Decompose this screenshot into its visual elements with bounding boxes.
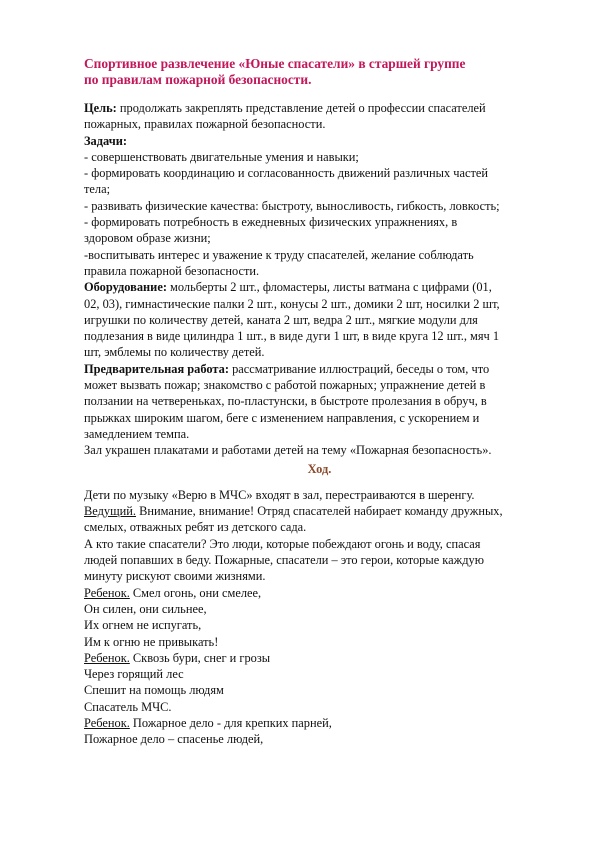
leader-label: Ведущий. [84, 504, 137, 519]
child-label: Ребенок. [84, 585, 130, 600]
tasks-line: тела; [84, 182, 111, 197]
child2-line-1: Ребенок. Сквозь бури, снег и грозы [84, 650, 271, 665]
tasks-line: - развивать физические качества: быстроту, выносливость, гибкость, ловкость; [84, 198, 500, 213]
tasks-line: -воспитывать интерес и уважение к труду спасателей, желание соблюдать [84, 247, 474, 262]
child1-line: Им к огню не привыкать! [84, 634, 219, 649]
goal-label: Цель: [84, 101, 117, 115]
leader-line: минуту рискуют своими жизнями. [84, 569, 266, 584]
tasks-line: - формировать потребность в ежедневных физических упражнениях, в [84, 215, 458, 230]
prep-line: ползании на четвереньках, по-пластунски, в быстроте пролезания в обруч, в [84, 394, 487, 409]
tasks-line: - формировать координацию и согласованность движений различных частей [84, 166, 489, 181]
document-title [84, 56, 555, 88]
script-intro: Дети по музыку «Верю в МЧС» входят в зал, перестраиваются в шеренгу. [84, 487, 475, 502]
prep-line: прыжках широким шагом, беге с изменением направления, с ускорением и [84, 410, 480, 425]
equipment-label: Оборудование: [84, 280, 167, 295]
tasks-line: здоровом образе жизни; [84, 231, 211, 246]
equipment-line-1: Оборудование: мольберты 2 шт., фломастеры, листы ватмана с цифрами (01, [84, 280, 492, 295]
child1-line: Он силен, они сильнее, [84, 601, 207, 616]
title-line-1: Спортивное развлечение «Юные спасатели» в старшей группе [84, 56, 466, 71]
equipment-line: шт, эмблемы по количеству детей. [84, 345, 265, 360]
goal-line-1: Цель: продолжать закреплять представление детей о профессии спасателей [84, 101, 486, 115]
section-heading-hod: Ход. [307, 461, 332, 476]
prep-line-1: Предварительная работа: рассматривание иллюстраций, беседы о том, что [84, 361, 490, 376]
leader-line: смелых, отважных ребят из детского сада. [84, 520, 307, 535]
child2-line: Спешит на помощь людям [84, 683, 224, 698]
prep-label: Предварительная работа: [84, 361, 229, 376]
leader-line: А кто такие спасатели? Это люди, которые побеждают огонь и воду, спасая [84, 536, 481, 551]
title-line-2: по правилам пожарной безопасности. [84, 72, 312, 87]
prep-line: замедлением темпа. [84, 426, 190, 441]
leader-line: людей попавших в беду. Пожарные, спасатели – это герои, которые каждую [84, 553, 484, 568]
tasks-line: - совершенствовать двигательные умения и навыки; [84, 149, 359, 164]
goal-line-2: пожарных, правилах пожарной безопасности. [84, 117, 326, 132]
prep-line: может вызвать пожар; знакомство с работой пожарных; упражнение детей в [84, 378, 486, 393]
prep-extra: Зал украшен плакатами и работами детей на тему «Пожарная безопасность». [84, 443, 492, 458]
child1-line-1: Ребенок. Смел огонь, они смелее, [84, 585, 262, 600]
tasks-label: Задачи: [84, 133, 127, 148]
leader-line-1: Ведущий. Внимание, внимание! Отряд спасателей набирает команду дружных, [84, 504, 503, 519]
child2-line: Спасатель МЧС. [84, 699, 172, 714]
equipment-line: игрушки по количеству детей, каната 2 шт, ведра 2 шт., мягкие модули для [84, 312, 478, 327]
child-label: Ребенок. [84, 715, 130, 730]
child2-line: Через горящий лес [84, 667, 184, 682]
child3-line-1: Ребенок. Пожарное дело - для крепких парней, [84, 715, 332, 730]
child-label: Ребенок. [84, 650, 130, 665]
equipment-line: 02, 03), гимнастические палки 2 шт., конусы 2 шт., домики 2 шт, носилки 2 шт, [84, 296, 500, 311]
equipment-line: подлезания в виде цилиндра 1 шт., в виде дуги 1 шт, в виде круга 12 шт., мяч 1 [84, 329, 500, 344]
document-body [84, 100, 555, 748]
child3-line: Пожарное дело – спасенье людей, [84, 732, 264, 747]
tasks-line: правила пожарной безопасности. [84, 263, 260, 278]
child1-line: Их огнем не испугать, [84, 618, 202, 633]
